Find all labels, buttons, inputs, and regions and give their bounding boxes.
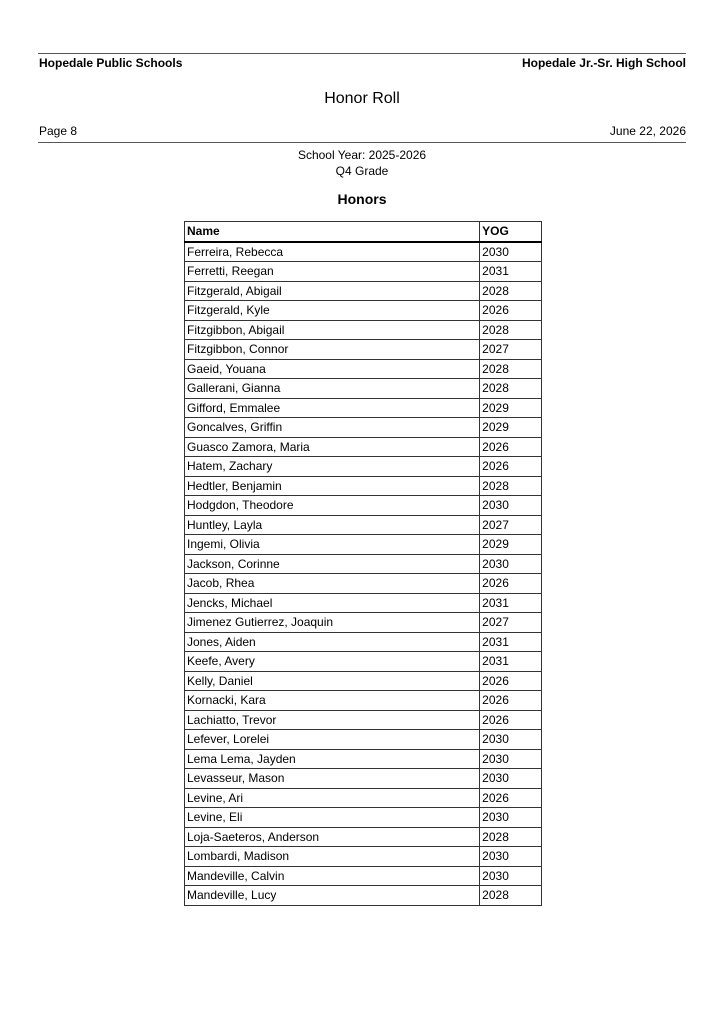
year-of-graduation: 2026 bbox=[480, 788, 542, 808]
table-body bbox=[185, 242, 542, 906]
header-bottom-rule bbox=[38, 142, 686, 143]
table-row bbox=[185, 730, 542, 750]
school-name: Hopedale Jr.-Sr. High School bbox=[521, 56, 686, 70]
year-of-graduation: 2027 bbox=[480, 613, 542, 633]
year-of-graduation: 2031 bbox=[480, 652, 542, 672]
year-of-graduation: 2028 bbox=[480, 827, 542, 847]
year-of-graduation: 2030 bbox=[480, 866, 542, 886]
table-row bbox=[185, 749, 542, 769]
table-row bbox=[185, 359, 542, 379]
student-name: Ferreira, Rebecca bbox=[185, 242, 480, 262]
student-name: Gifford, Emmalee bbox=[185, 398, 480, 418]
table-row bbox=[185, 593, 542, 613]
year-of-graduation: 2026 bbox=[480, 457, 542, 477]
student-name: Huntley, Layla bbox=[185, 515, 480, 535]
year-of-graduation: 2030 bbox=[480, 749, 542, 769]
student-name: Mandeville, Calvin bbox=[185, 866, 480, 886]
table-row bbox=[185, 632, 542, 652]
column-header-yog: YOG bbox=[480, 222, 542, 242]
year-of-graduation: 2028 bbox=[480, 320, 542, 340]
student-name: Keefe, Avery bbox=[185, 652, 480, 672]
table-row bbox=[185, 398, 542, 418]
year-of-graduation: 2027 bbox=[480, 515, 542, 535]
student-name: Loja-Saeteros, Anderson bbox=[185, 827, 480, 847]
student-name: Hedtler, Benjamin bbox=[185, 476, 480, 496]
student-name: Hodgdon, Theodore bbox=[185, 496, 480, 516]
table-row bbox=[185, 476, 542, 496]
student-name: Jencks, Michael bbox=[185, 593, 480, 613]
student-name: Fitzgerald, Abigail bbox=[185, 281, 480, 301]
student-name: Fitzgibbon, Abigail bbox=[185, 320, 480, 340]
table-row bbox=[185, 671, 542, 691]
table-row bbox=[185, 242, 542, 262]
year-of-graduation: 2028 bbox=[480, 359, 542, 379]
student-name: Lema Lema, Jayden bbox=[185, 749, 480, 769]
student-name: Mandeville, Lucy bbox=[185, 886, 480, 906]
district-name: Hopedale Public Schools bbox=[39, 56, 183, 70]
student-name: Kelly, Daniel bbox=[185, 671, 480, 691]
year-of-graduation: 2026 bbox=[480, 691, 542, 711]
year-of-graduation: 2026 bbox=[480, 301, 542, 321]
table-row bbox=[185, 515, 542, 535]
table-row bbox=[185, 788, 542, 808]
student-name: Lefever, Lorelei bbox=[185, 730, 480, 750]
student-name: Kornacki, Kara bbox=[185, 691, 480, 711]
student-name: Fitzgerald, Kyle bbox=[185, 301, 480, 321]
year-of-graduation: 2030 bbox=[480, 554, 542, 574]
student-name: Lombardi, Madison bbox=[185, 847, 480, 867]
grade-period: Q4 Grade bbox=[335, 164, 389, 178]
table-row bbox=[185, 301, 542, 321]
student-name: Levasseur, Mason bbox=[185, 769, 480, 789]
table-row bbox=[185, 808, 542, 828]
table-row bbox=[185, 847, 542, 867]
student-name: Gaeid, Youana bbox=[185, 359, 480, 379]
header-top-rule bbox=[38, 53, 686, 54]
year-of-graduation: 2029 bbox=[480, 398, 542, 418]
year-of-graduation: 2029 bbox=[480, 535, 542, 555]
student-name: Levine, Eli bbox=[185, 808, 480, 828]
year-of-graduation: 2030 bbox=[480, 769, 542, 789]
honor-roll-table bbox=[184, 221, 542, 906]
table-row bbox=[185, 437, 542, 457]
student-name: Lachiatto, Trevor bbox=[185, 710, 480, 730]
year-of-graduation: 2026 bbox=[480, 671, 542, 691]
year-of-graduation: 2026 bbox=[480, 437, 542, 457]
year-of-graduation: 2028 bbox=[480, 886, 542, 906]
table-row bbox=[185, 320, 542, 340]
year-of-graduation: 2028 bbox=[480, 476, 542, 496]
section-title: Honors bbox=[337, 191, 387, 207]
year-of-graduation: 2031 bbox=[480, 632, 542, 652]
table-header-row bbox=[185, 222, 542, 242]
student-name: Goncalves, Griffin bbox=[185, 418, 480, 438]
year-of-graduation: 2031 bbox=[480, 262, 542, 282]
student-name: Levine, Ari bbox=[185, 788, 480, 808]
table-row bbox=[185, 554, 542, 574]
student-name: Jackson, Corinne bbox=[185, 554, 480, 574]
table-row bbox=[185, 866, 542, 886]
year-of-graduation: 2031 bbox=[480, 593, 542, 613]
student-name: Jimenez Gutierrez, Joaquin bbox=[185, 613, 480, 633]
table-row bbox=[185, 574, 542, 594]
year-of-graduation: 2030 bbox=[480, 242, 542, 262]
year-of-graduation: 2028 bbox=[480, 281, 542, 301]
student-name: Jacob, Rhea bbox=[185, 574, 480, 594]
student-name: Guasco Zamora, Maria bbox=[185, 437, 480, 457]
table-row bbox=[185, 652, 542, 672]
year-of-graduation: 2030 bbox=[480, 496, 542, 516]
table-row bbox=[185, 535, 542, 555]
year-of-graduation: 2030 bbox=[480, 730, 542, 750]
column-header-name: Name bbox=[185, 222, 480, 242]
table-row bbox=[185, 340, 542, 360]
table-row bbox=[185, 496, 542, 516]
page-number: Page 8 bbox=[39, 124, 78, 138]
table-row bbox=[185, 457, 542, 477]
student-name: Jones, Aiden bbox=[185, 632, 480, 652]
table-row bbox=[185, 769, 542, 789]
table-row bbox=[185, 418, 542, 438]
table-row bbox=[185, 886, 542, 906]
year-of-graduation: 2027 bbox=[480, 340, 542, 360]
student-name: Gallerani, Gianna bbox=[185, 379, 480, 399]
year-of-graduation: 2028 bbox=[480, 379, 542, 399]
table-row bbox=[185, 827, 542, 847]
table-row bbox=[185, 281, 542, 301]
year-of-graduation: 2026 bbox=[480, 574, 542, 594]
year-of-graduation: 2030 bbox=[480, 847, 542, 867]
year-of-graduation: 2026 bbox=[480, 710, 542, 730]
student-name: Fitzgibbon, Connor bbox=[185, 340, 480, 360]
table-row bbox=[185, 691, 542, 711]
report-date: June 22, 2026 bbox=[609, 124, 686, 138]
student-name: Ingemi, Olivia bbox=[185, 535, 480, 555]
report-title: Honor Roll bbox=[324, 90, 400, 107]
table-row bbox=[185, 379, 542, 399]
school-year: School Year: 2025-2026 bbox=[297, 148, 427, 162]
table-row bbox=[185, 613, 542, 633]
table-row bbox=[185, 710, 542, 730]
student-name: Hatem, Zachary bbox=[185, 457, 480, 477]
student-name: Ferretti, Reegan bbox=[185, 262, 480, 282]
year-of-graduation: 2029 bbox=[480, 418, 542, 438]
table-row bbox=[185, 262, 542, 282]
year-of-graduation: 2030 bbox=[480, 808, 542, 828]
